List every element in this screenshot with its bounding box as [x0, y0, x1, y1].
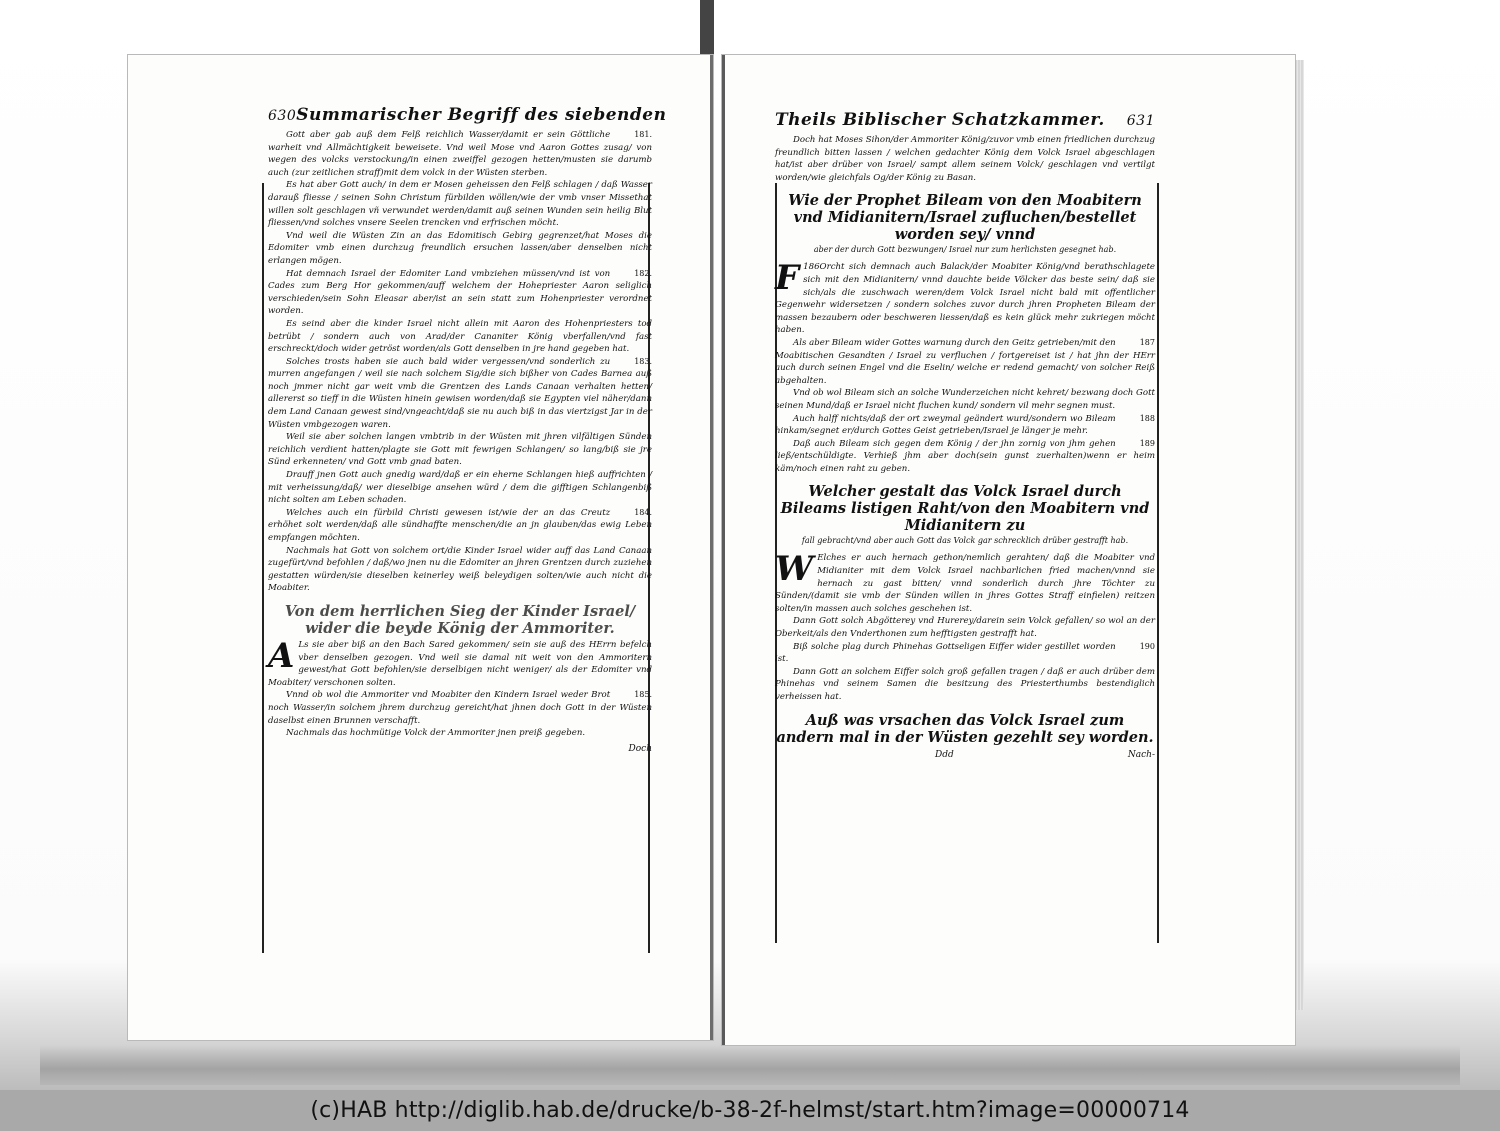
drop-cap-initial: W: [775, 549, 814, 590]
left-page-number: 630: [268, 108, 297, 124]
text-paragraph: [775, 615, 1155, 640]
paragraph-text: Vnd weil die Wüsten Zin an das Edomitisch Gebirg gegrenzet/hat Moses die Edomiter vmb einen durchzug freundlich ersuchen lassen/aber denselben nicht erlangen mögen.: [268, 230, 652, 266]
paragraph-number: 186: [803, 262, 820, 273]
paragraph-text: Vnd ob wol Bileam sich an solche Wunderzeichen nicht kehret/ bezwang doch Gott seinen Mund/daß er Israel nicht fluchen kund/ sondern vil mehr segnen must.: [775, 388, 1155, 411]
paragraph-number: 181.: [634, 130, 652, 139]
text-paragraph: [268, 635, 652, 689]
paragraph-text: Ls sie aber biß an den Bach Sared gekommen/ sein sie auß des HErrn befelch vber denselben gezogen. Vnd weil sie damal nit weit von den Ammoritern gewest/hat Gott befohlen/sie derselbigen nicht weniger/ als der Edomiter vnd Moabiter/ verschonen solten.: [268, 639, 652, 688]
paragraph-text: Auch halff nichts/daß der ort zweymal geändert wurd/sondern wo Bileam hinkam/segnet er/durch Gottes Geist getrieben/Israel je länger je mehr.: [775, 413, 1116, 437]
paragraph-number: 183.: [634, 356, 652, 366]
paragraph-number: 182.: [634, 268, 652, 278]
left-running-title: Summarischer Begriff des siebenden: [296, 105, 667, 125]
text-paragraph: [775, 641, 1155, 666]
paragraph-text: Nachmals hat Gott von solchem ort/die Kinder Israel wider auff das Land Canaan zugefürt/vnd befohlen / daß/wo jnen nu die Edomiter an jhren Grentzen durch zuziehen gestatten würden/sie dieselben keinerley weiß beleydigen solten/wie auch nicht die Moabiter.: [268, 545, 652, 594]
text-paragraph: [775, 549, 1155, 615]
right-page-number: 631: [1126, 113, 1155, 129]
right-heading-2: Welcher gestalt das Volck Israel durch Bileams listigen Raht/von den Moabitern vnd Midianitern zu: [780, 483, 1150, 535]
right-page: [722, 55, 1295, 1045]
paragraph-number: 188: [1139, 413, 1155, 423]
paragraph-text: Dann Gott an solchem Eiffer solch groß gefallen tragen / daß er auch drüber dem Phinehas vnd seinem Samen die besitzung des Priesterthumbs bestendiglich verheissen hat.: [775, 666, 1155, 702]
right-subheading-1: aber der durch Gott bezwungen/ Israel nur zum herlichsten gesegnet hab.: [813, 245, 1117, 255]
book-lower-shadow: [40, 1045, 1460, 1085]
text-paragraph: [268, 356, 652, 432]
paragraph-text: Es seind aber die kinder Israel nicht allein mit Aaron des Hohenpriesters tod betrübt / sondern auch von Arad/der Cananiter König vberfallen/vnd fast erschreckt/doch wider getröst worden/als Gott denselben in jre hand gegeben hat.: [268, 318, 652, 355]
paragraph-text: Biß solche plag durch Phinehas Gottseligen Eiffer wider gestillet worden ist.: [775, 641, 1116, 665]
text-paragraph: [775, 258, 1155, 337]
text-paragraph: [775, 666, 1155, 704]
right-subheading-2: fall gebracht/vnd aber auch Gott das Volck gar schrecklich drüber gestrafft hab.: [801, 536, 1129, 546]
paragraph-text: Daß auch Bileam sich gegen dem König / der jhn zornig von jhm gehen ließ/entschüldigte. Verhieß jhm aber doch(sein gunst zuerhalten)wenn er heim käm/noch einen raht zu geben.: [775, 438, 1155, 474]
right-catchword: Nach-: [1127, 749, 1155, 760]
paragraph-text: Hat demnach Israel der Edomiter Land vmbziehen müssen/vnd ist von Cades zum Berg Hor gekommen/auff welchem der Hohepriester Aaron seliglich verschieden/sein Sohn Eleasar aber/ist an sein statt zum Hohenpriester verordnet worden.: [268, 268, 652, 317]
paragraph-text: Es hat aber Gott auch/ in dem er Mosen geheissen den Felß schlagen / daß Wasser darauß fliesse / seinen Sohn Christum fürbilden wöllen/wie der vmb vnser Missethat willen solt geschlagen vñ verwundet werden/damit auß seinen Wunden sein heilig Blut fliessen/vnd solches vnsere Seelen trencken vnd erfrischen möcht.: [268, 180, 652, 229]
text-paragraph: [268, 268, 652, 318]
left-text-block: [268, 105, 667, 754]
paragraph-text: Vnnd ob wol die Ammoriter vnd Moabiter den Kindern Israel weder Brot noch Wasser/in solchem jhrem durchzug gereicht/hat jhnen doch Gott in der Wüsten daselbst einen Brunnen verschafft.: [268, 690, 652, 726]
right-running-head: [775, 110, 1155, 130]
text-paragraph: [775, 413, 1155, 438]
paragraph-text: Weil sie aber solchen langen vmbtrib in der Wüsten mit jhren vilfältigen Sünden reichlich verdient hatten/plagte sie Gott mit fewrigen Schlangen/ so lang/biß sie jre Sünd erkenneten/ vnd Gott vmb gnad baten.: [268, 432, 652, 468]
paragraph-text: Als aber Bileam wider Gottes warnung durch den Geitz getrieben/mit den Moabitischen Gesandten / Israel zu verfluchen / fortgereiset ist / hat jhn der HErr auch durch seinen Engel vnd die Eselin/ welche er redend gemacht/ von solcher Reiß abgehalten.: [775, 337, 1155, 386]
paragraph-text: Welches auch ein fürbild Christi gewesen ist/wie der an das Creutz erhöhet solt werden/daß alle sündhaffte menschen/die an jn glauben/das ewig Leben empfangen möchten.: [268, 507, 652, 543]
left-section-heading: Von dem herrlichen Sieg der Kinder Israel/ wider die beyde König der Ammoriter.: [284, 602, 636, 637]
paragraph-text: Solches trosts haben sie auch bald wider vergessen/vnd sonderlich zu murren angefangen / weil sie nach solchem Sig/die sich bißher von Cades Barnea auß noch jmmer nicht gar weit vmb die Grentzen des Lands Canaan verhalten hetten/ allererst so tieff in die Wüsten hinein gewisen worden/daß sie Egypten viel näher/dann dem Land Canaan gewest sind/vngeacht/daß sie nu auch biß in das viertzigst Jar in der Wüsten vmbgezogen waren.: [268, 356, 652, 430]
text-paragraph: [775, 387, 1155, 412]
paragraph-number: 185.: [634, 690, 652, 700]
right-catchline: [775, 750, 1155, 760]
drop-cap-initial: A: [268, 635, 295, 676]
paragraph-text: Drauff jnen Gott auch gnedig ward/daß er ein eherne Schlangen hieß auffrichten / mit verheissung/daß/ wer dieselbige ansehen würd / dem die gifftigen Schlangenbiß nicht solten am Leben schaden.: [268, 470, 652, 506]
text-paragraph: [268, 318, 652, 356]
text-paragraph: [268, 179, 652, 229]
left-catchline: [268, 744, 652, 754]
paragraph-number: 190: [1139, 641, 1155, 651]
paragraph-text: Orcht sich demnach auch Balack/der Moabiter König/vnd berathschlagete sich mit den Midianitern/ vnnd dauchte beide Völcker das beste sein/ daß sie sich/als die zuschwach weren/dem Volck Israel nicht bald mit offentlicher Gegenwehr widersetzen / sondern solches zuvor durch jhren Propheten Bileam der massen bezaubern oder beschweren liessen/daß es kein glück mehr zukriegen möcht haben.: [775, 262, 1155, 336]
text-paragraph: [268, 469, 652, 507]
paragraph-number: 184.: [634, 507, 652, 517]
right-heading-3: Auß was vrsachen das Volck Israel zum andern mal in der Wüsten gezehlt sey worden.: [776, 711, 1154, 746]
right-heading-1: Wie der Prophet Bileam von den Moabitern vnd Midianitern/Israel zufluchen/bestellet worden sey/ vnnd: [788, 192, 1142, 244]
right-text-block: [775, 110, 1155, 760]
text-paragraph: [268, 545, 652, 595]
drop-cap-initial: F: [775, 258, 800, 299]
paragraph-text: Doch hat Moses Sihon/der Ammoriter König/zuvor vmb einen friedlichen durchzug freundlich bitten lassen / welchen gedachter König dem Volck Israel abgeschlagen hat/ist aber drüber von Israel/ sampt allem seinem Volck/ geschlagen vnd vertilgt worden/wie gleichfals Og/der König zu Basan.: [775, 135, 1155, 183]
paragraph-text: Elches er auch hernach gethon/nemlich gerahten/ daß die Moabiter vnd Midianiter mit dem Volck Israel nachbarlichen fried machen/vnnd sie hernach zu gast bitten/ vnnd sonderlich durch jhre Töchter zu Sünden/(damit sie vmb der Sünden willen in jhres Gottes Straff einfielen) reitzen solten/in massen auch solches geschehen ist.: [775, 553, 1155, 614]
text-paragraph: [268, 727, 652, 740]
right-section-1-paragraphs: [775, 258, 1155, 475]
text-paragraph: [268, 507, 652, 545]
text-paragraph: [775, 337, 1155, 387]
text-paragraph: [268, 689, 652, 727]
right-section-2-paragraphs: [775, 549, 1155, 703]
footer-caption: (c)HAB http://diglib.hab.de/drucke/b-38-2f-helmst/start.htm?image=00000714: [0, 1090, 1500, 1131]
paragraph-text: Dann Gott solch Abgötterey vnd Hurerey/darein sein Volck gefallen/ so wol an der Oberkeit/als den Vnderthonen zum hefftigsten gestrafft hat.: [775, 616, 1155, 640]
text-paragraph: [268, 129, 652, 179]
left-running-head: [268, 105, 667, 125]
text-paragraph: [268, 230, 652, 268]
left-paragraphs: [268, 129, 652, 595]
right-paragraphs: [775, 134, 1155, 184]
text-paragraph: [268, 431, 652, 469]
text-paragraph: [775, 134, 1155, 184]
paragraph-text: Gott aber gab auß dem Felß reichlich Wasser/damit er sein Göttliche warheit vnd Allmächtigkeit beweisete. Vnd weil Mose vnd Aaron Gottes zusag/ von wegen des volcks verstockung/in einen zweiffel gezogen hetten/musten sie darumb auch (zur zeitlichen straff)mit dem volck in der Wüsten sterben.: [268, 130, 652, 178]
left-section-paragraphs: [268, 635, 652, 740]
right-running-title: Theils Biblischer Schatzkammer.: [775, 110, 1105, 130]
left-catchword: Doch: [628, 743, 652, 754]
paragraph-text: Nachmals das hochmütige Volck der Ammoriter jnen preiß gegeben.: [286, 728, 586, 739]
left-page: [128, 55, 713, 1040]
right-signature-mark: Ddd: [935, 749, 954, 760]
paragraph-number: 187: [1139, 337, 1155, 347]
paragraph-number: 189: [1139, 438, 1155, 448]
text-paragraph: [775, 438, 1155, 476]
